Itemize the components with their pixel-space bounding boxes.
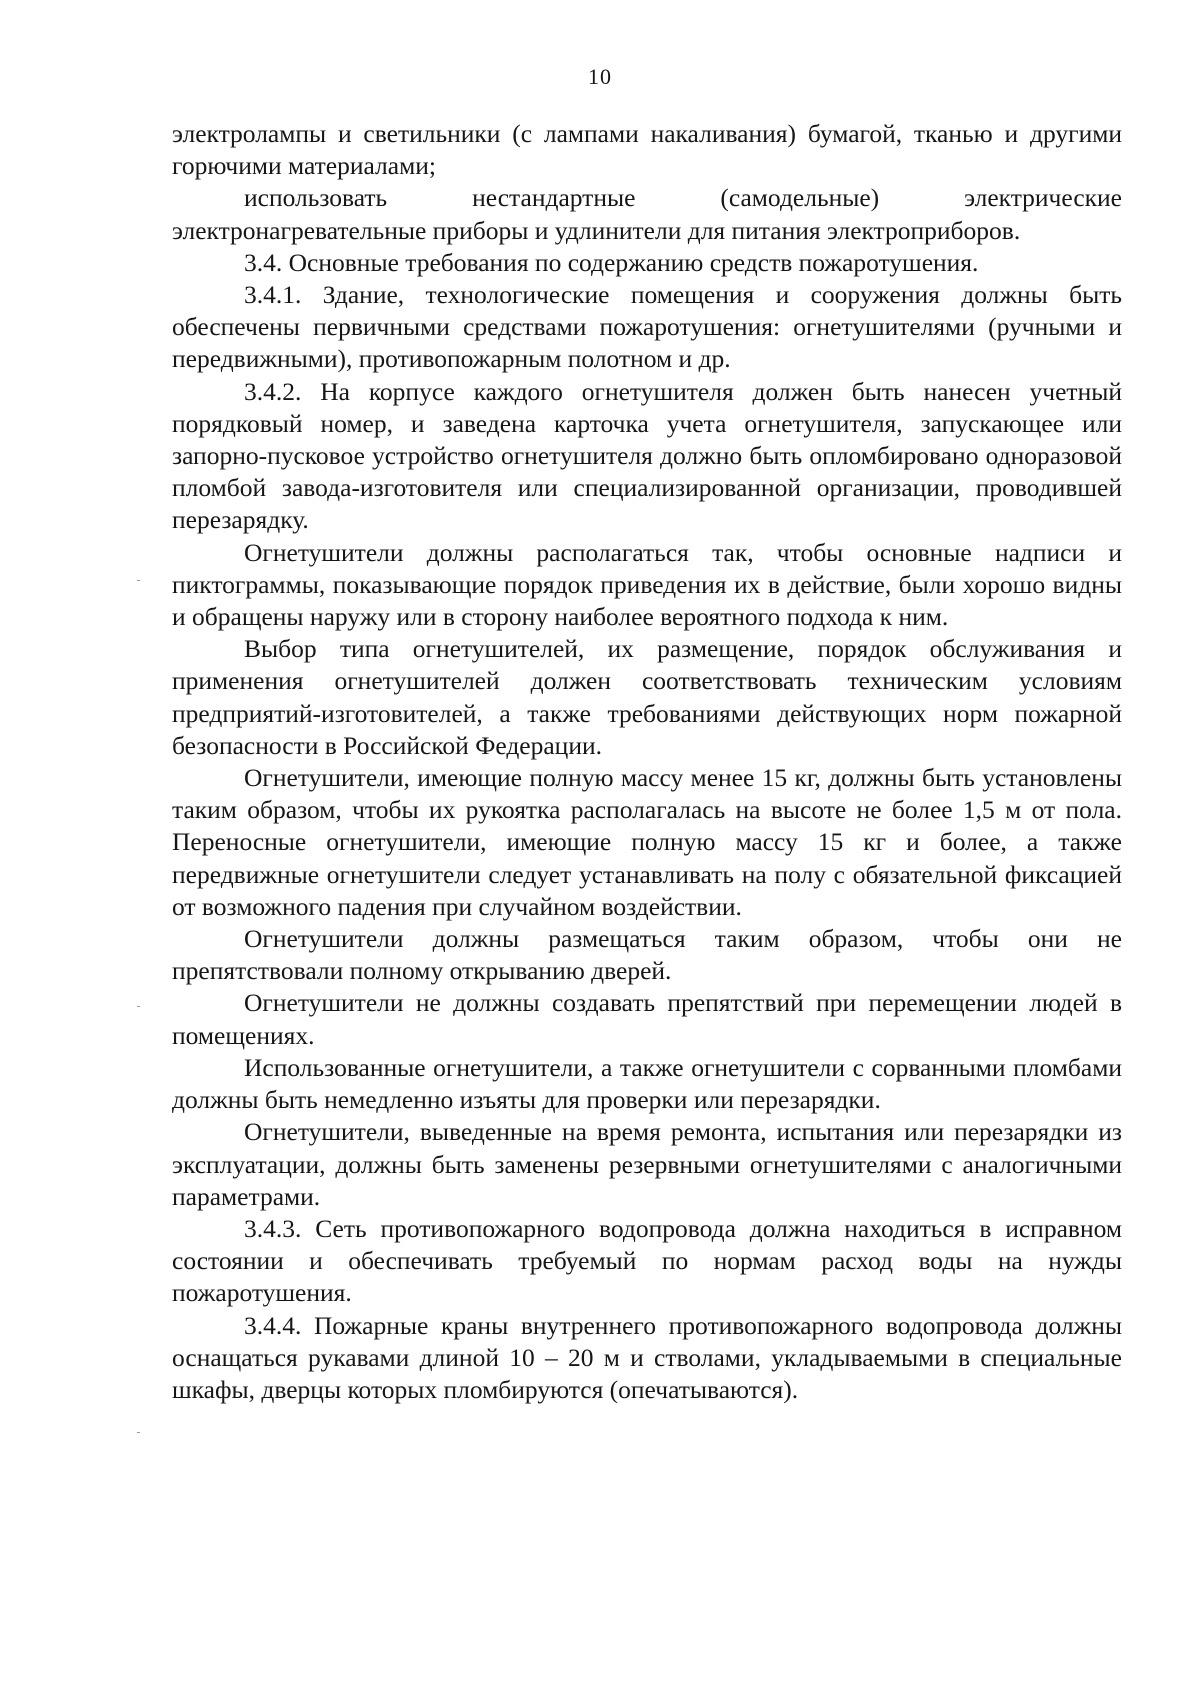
section-heading-3-4: 3.4. Основные требования по содержанию средств пожаротушения. xyxy=(244,247,979,277)
page-number: 10 xyxy=(588,64,612,89)
scan-artifact xyxy=(137,1006,140,1007)
paragraph-prohibition: использовать нестандартные (самодельные) электрические электронагревательные приборы и удлинители для питания электроприборов. xyxy=(172,183,1122,245)
scan-artifact xyxy=(137,580,140,581)
paragraph-3-4-3: 3.4.3. Сеть противопожарного водопровода должна находиться в исправном состоянии и обеспечивать требуемый по нормам расход воды на нужды пожаротушения. xyxy=(172,1213,1122,1308)
paragraph-extinguisher-doors: Огнетушители должны размещаться таким образом, чтобы они не препятствовали полному открыванию дверей. xyxy=(172,924,1122,986)
paragraph-extinguisher-repair: Огнетушители, выведенные на время ремонта, испытания или перезарядки из эксплуатации, должны быть заменены резервными огнетушителями с аналогичными параметрами. xyxy=(172,1117,1122,1211)
paragraph-3-4-2: 3.4.2. На корпусе каждого огнетушителя должен быть нанесен учетный порядковый номер, и заведена карточка учета огнетушителя, запускающее или запорно-пусковое устройство огнетушителя должно быть опломбировано одноразовой пломбой завода-изготовителя или специализированной организации, проводившей перезарядку. xyxy=(172,376,1122,535)
paragraph-continuation: электролампы и светильники (с лампами накаливания) бумагой, тканью и другими горючими материалами; xyxy=(172,119,1122,181)
paragraph-extinguisher-selection: Выбор типа огнетушителей, их размещение, порядок обслуживания и применения огнетушителей должен соответствовать техническим условиям предприятий-изготовителей, а также требованиями действующих норм пожарной безопасности в Российской Федерации. xyxy=(172,634,1122,760)
paragraph-3-4-4: 3.4.4. Пожарные краны внутреннего противопожарного водопровода должны оснащаться рукавами длиной 10 – 20 м и стволами, укладываемыми в специальные шкафы, дверцы которых пломбируются (опечатываются). xyxy=(172,1310,1122,1404)
scan-artifact xyxy=(137,1432,140,1433)
paragraph-extinguisher-obstacles: Огнетушители не должны создавать препятствий при перемещении людей в помещениях. xyxy=(172,988,1122,1050)
paragraph-extinguisher-mass: Огнетушители, имеющие полную массу менее 15 кг, должны быть установлены таким образом, чтобы их рукоятка располагалась на высоте не более 1,5 м от пола. Переносные огнетушители, имеющие полную массу 15 кг и более, а также передвижные огнетушители следует устанавливать на полу с обязательной фиксацией от возможного падения при случайном воздействии. xyxy=(172,763,1122,921)
paragraph-3-4-1: 3.4.1. Здание, технологические помещения и сооружения должны быть обеспечены первичными средствами пожаротушения: огнетушителями (ручными и передвижными), противопожарным полотном и др. xyxy=(172,280,1122,374)
paragraph-extinguisher-used: Использованные огнетушители, а также огнетушители с сорванными пломбами должны быть немедленно изъяты для проверки или перезарядки. xyxy=(172,1052,1122,1115)
document-body xyxy=(172,118,1122,1406)
paragraph-extinguisher-placement: Огнетушители должны располагаться так, чтобы основные надписи и пиктограммы, показывающие порядок приведения их в действие, были хорошо видны и обращены наружу или в сторону наиболее вероятного подхода к ним. xyxy=(172,537,1122,632)
